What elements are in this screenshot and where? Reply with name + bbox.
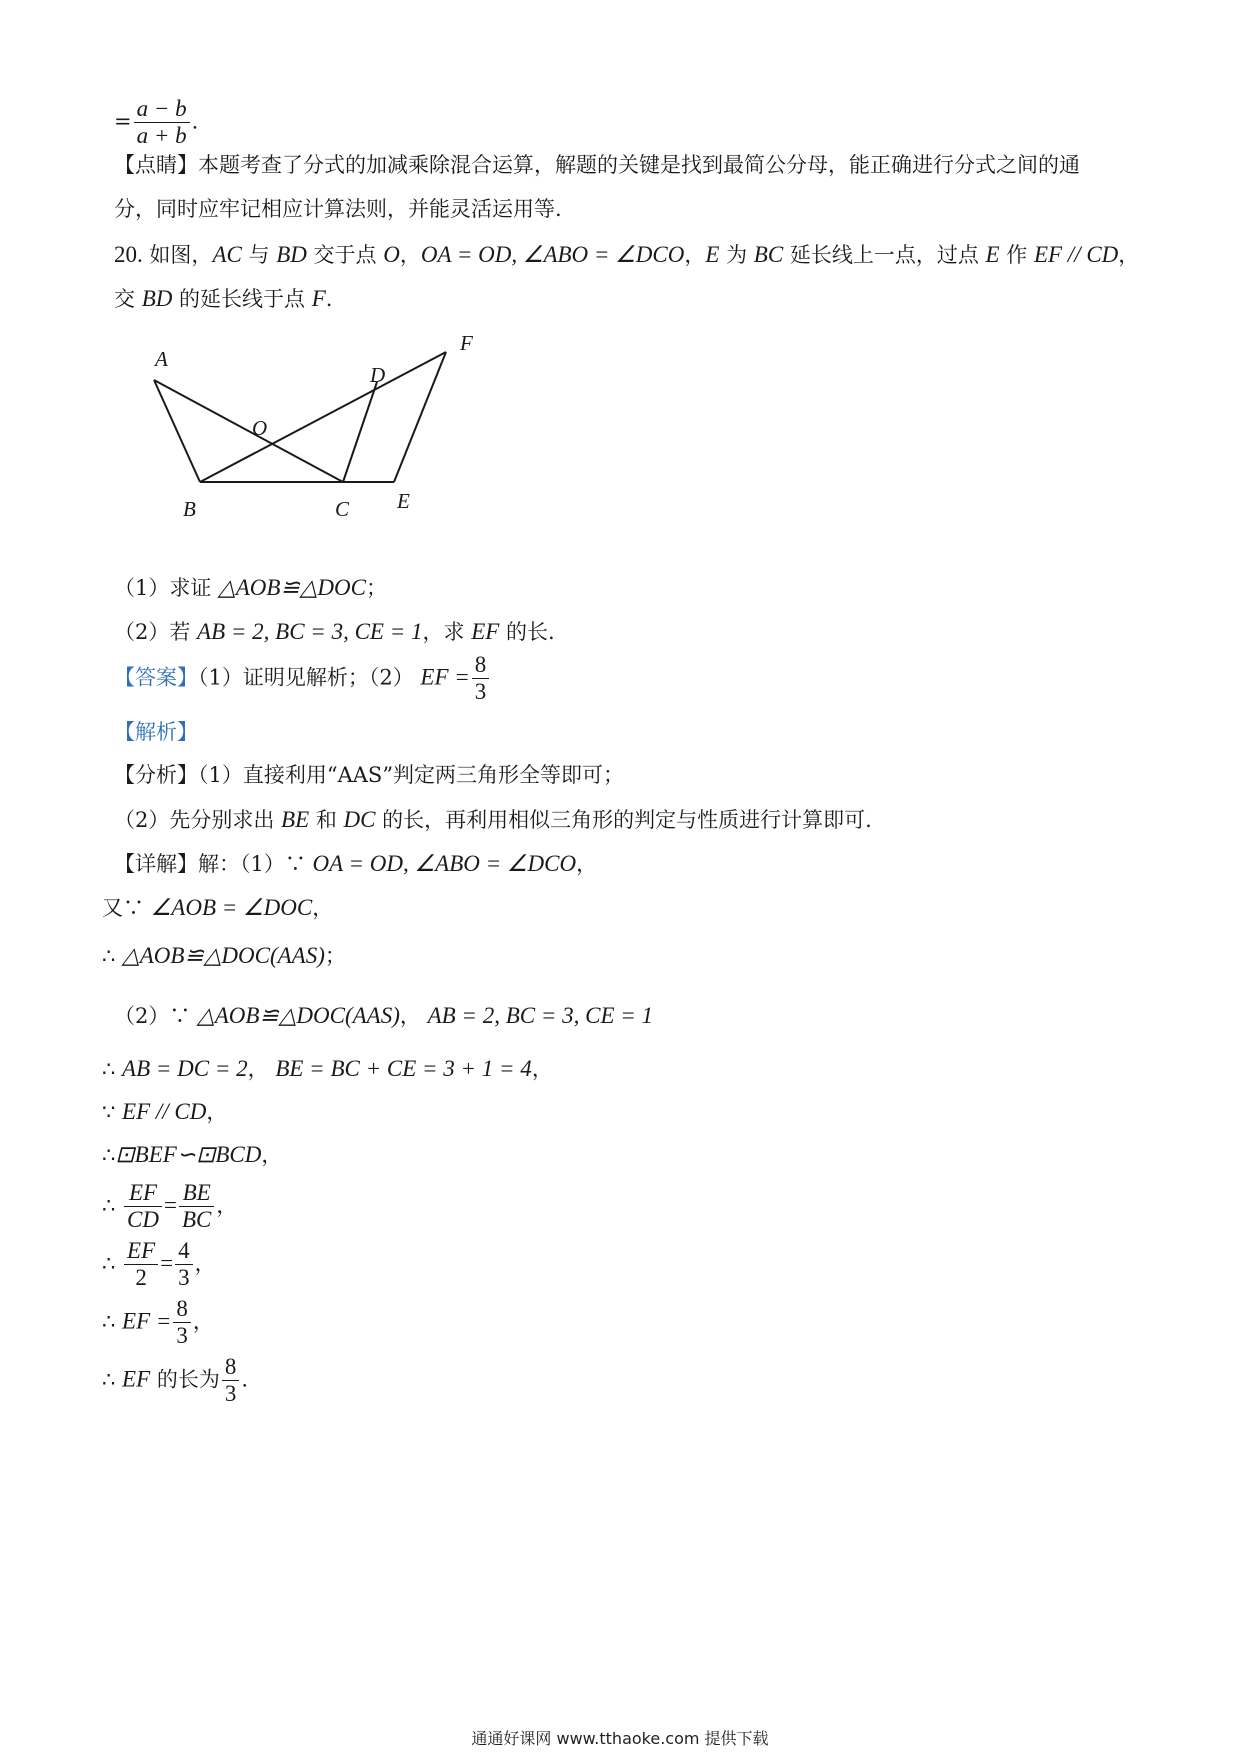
fenxi-label: 【分析】 bbox=[114, 763, 198, 787]
segment-ab bbox=[154, 380, 200, 482]
solution-step-8: ∴ $\frac{EF}{CD}$ = $\frac{BE}{BC}$ ， bbox=[102, 1180, 238, 1233]
solution-step-6: ∵ EF // CD， bbox=[102, 1099, 228, 1124]
fraction-8-3: $\frac{8}{3}$ bbox=[173, 1296, 191, 1350]
answer-fraction: $\frac{8}{3}$ bbox=[472, 652, 490, 706]
solution-step-2: 又∵ ∠AOB = ∠DOC， bbox=[102, 895, 334, 920]
fenxi-line-2: （2）先分别求出 BE 和 DC 的长，再利用相似三角形的判定与性质进行计算即可. bbox=[114, 807, 872, 832]
fraction-4-3: $\frac{4}{3}$ bbox=[175, 1238, 193, 1292]
dianjing-label: 【点睛】 bbox=[114, 153, 198, 177]
label-e: E bbox=[397, 489, 410, 513]
jiexi-label: 【解析】 bbox=[114, 720, 198, 744]
solution-step-5: ∴ AB = DC = 2， BE = BC + CE = 3 + 1 = 4， bbox=[102, 1056, 553, 1081]
xiangjie-label: 【详解】 bbox=[114, 852, 198, 876]
label-o: O bbox=[252, 416, 268, 440]
problem-statement-line-1: 20. 如图，AC 与 BD 交于点 O，OA = OD, ∠ABO = ∠DCO，E 为 BC 延长线上一点，过点 E 作 EF // CD， bbox=[114, 242, 1140, 267]
fraction-ef-2: $\frac{EF}{2}$ bbox=[124, 1238, 158, 1292]
solution-step-4: （2）∵ △AOB≌△DOC(AAS)， AB = 2, BC = 3, CE = 1 bbox=[114, 1003, 654, 1028]
footer-text: 通通好课网 www.tthaoke.com 提供下载 bbox=[471, 1729, 769, 1748]
label-f: F bbox=[460, 331, 473, 355]
solution-step-7: ∴⊡BEF∽⊡BCD， bbox=[102, 1142, 283, 1167]
question-2: （2）若 AB = 2, BC = 3, CE = 1，求 EF 的长. bbox=[114, 619, 555, 644]
fraction-be-bc: $\frac{BE}{BC}$ bbox=[179, 1180, 214, 1234]
solution-step-3: ∴ △AOB≌△DOC(AAS)； bbox=[102, 943, 346, 968]
label-d: D bbox=[370, 363, 386, 387]
dianjing-line-2: 分，同时应牢记相应计算法则，并能灵活运用等. bbox=[114, 197, 562, 221]
question-1: （1）求证 △AOB≌△DOC； bbox=[114, 575, 387, 600]
segment-bf bbox=[200, 352, 446, 482]
segment-ac bbox=[154, 380, 343, 482]
top-expression: = $\frac{a - b}{a + b}$ . bbox=[114, 96, 199, 149]
equals-sign: = bbox=[114, 109, 132, 134]
label-a: A bbox=[155, 347, 168, 371]
dianjing-line-1: 【点睛】本题考查了分式的加减乘除混合运算，解题的关键是找到最简公分母，能正确进行分式之间的通 bbox=[114, 153, 1080, 177]
page-footer bbox=[0, 1726, 1240, 1749]
label-b: B bbox=[183, 497, 196, 521]
label-c: C bbox=[335, 497, 350, 521]
fenxi-line-1: 【分析】（1）直接利用“AAS”判定两三角形全等即可； bbox=[114, 763, 625, 787]
fraction-a-b: $\frac{a - b}{a + b}$ bbox=[134, 96, 190, 150]
jiexi-heading bbox=[114, 722, 198, 743]
answer-line: 【答案】（1）证明见解析；（2） EF = $\frac{8}{3}$ bbox=[114, 652, 491, 706]
answer-label: 【答案】 bbox=[114, 665, 198, 690]
segment-ef bbox=[394, 352, 446, 482]
geometry-figure bbox=[140, 331, 540, 580]
solution-step-11: ∴ EF 的长为 $\frac{8}{3}$ . bbox=[102, 1354, 249, 1407]
solution-step-10: ∴ EF = $\frac{8}{3}$ ， bbox=[102, 1296, 214, 1349]
solution-step-1: 【详解】解：（1）∵ OA = OD, ∠ABO = ∠DCO， bbox=[114, 851, 598, 876]
problem-statement-line-2: 交 BD 的延长线于点 F. bbox=[114, 286, 333, 311]
fraction-ef-cd: $\frac{EF}{CD}$ bbox=[124, 1180, 162, 1234]
problem-number: 20. bbox=[114, 242, 143, 267]
solution-step-9: ∴ $\frac{EF}{2}$ = $\frac{4}{3}$ ， bbox=[102, 1238, 216, 1291]
fraction-8-3-final: $\frac{8}{3}$ bbox=[222, 1354, 240, 1408]
